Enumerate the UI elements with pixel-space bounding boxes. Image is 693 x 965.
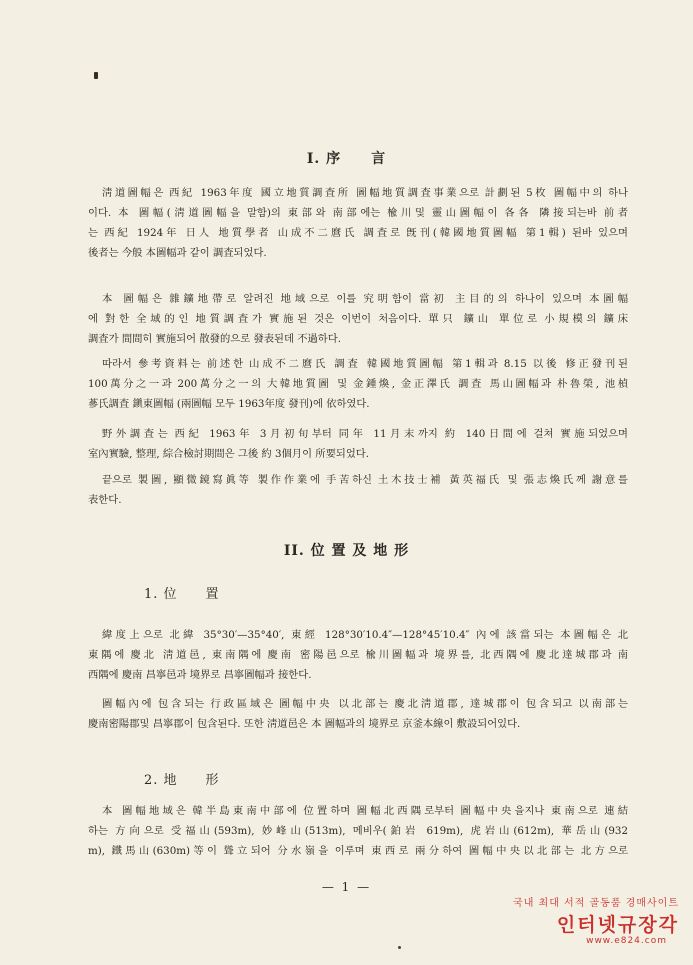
section-2-title: II. 位 置 及 地 形: [283, 543, 410, 559]
section-1-paragraph-4: 野外調査는 西紀 1963年 3月初旬부터 同年 11月末까지 約 140日間에 걸쳐 實施되었으며 室內實驗, 整理, 綜合檢討期間은 그後 約 3個月이 所要되었다.: [88, 428, 628, 460]
subsection-topography-title: 2. 地 形: [144, 773, 220, 788]
section-1-paragraph-3: 따라서 參考資料는 前述한 山成不二麿氏 調査 韓國地質圖幅 第1輯과 8.15 以後 修正發刊된 100萬分之一과 200萬分之一의 大韓地質圖 및 金鍾煥, 金正澤氏 調査 馬山圖幅과 朴魯榮, 池楨 蔘氏調査 鎭東圖幅 (兩圖幅 모두 1963年度 發刊)에 依하였다.: [88, 358, 628, 410]
section-1-paragraph-1: 淸道圖幅은 西紀 1963年度 國立地質調査所 圖幅地質調査事業으로 計劃된 5枚 圖幅中의 하나 이다. 本 圖幅(淸道圖幅을 말함)의 東部와 南部에는 楡川및 靈山圖幅이 各各 隣接되는바 前者 는 西紀 1924年 日人 地質學者 山成不二麿氏 調査로 旣刊(韓國地質圖幅 第1輯) 된바 있으며 後者는 今般 本圖幅과 같이 調査되었다.: [88, 187, 628, 259]
location-paragraph-2: 圖幅內에 包含되는 行政區域은 圖幅中央 以北部는 慶北淸道郡, 達城郡이 包含되고 以南部는 慶南密陽郡및 昌寧郡이 包含된다. 또한 淸道邑은 本 圖幅과의 境界로 京釜本線이 敷設되어있다.: [88, 698, 628, 730]
ink-dot: [398, 946, 401, 949]
watermark-tagline: 국내 최대 서적 골동품 경매사이트: [513, 898, 679, 909]
section-1-paragraph-2: 本 圖幅은 雜鑛地帶로 알려진 地域으로 이를 究明함이 當初 主目的의 하나이 있으며 本圖幅 에 對한 全域的인 地質調査가 實施된 것은 이번이 처음이다. 單只 鑛山 單位로 小規模의 鑛床 調査가 間間히 實施되어 散發的으로 發表된데 不過하다.: [88, 293, 628, 345]
watermark-url: www.e824.com: [586, 936, 667, 946]
section-1-paragraph-5: 끝으로 製圖, 顯微鏡寫眞等 製作作業에 手苦하신 土木技士補 黃英福氏 및 張志煥氏께 謝意를 表한다.: [88, 474, 628, 506]
ink-speck: [94, 72, 98, 79]
page-number: — 1 —: [321, 880, 372, 894]
subsection-location-title: 1. 位 置: [144, 587, 220, 602]
location-paragraph-1: 緯度上으로 北緯 35°30′—35°40′, 東經 128°30′10.4″—128°45′10.4″ 內에 該當되는 本圖幅은 北 東隅에 慶北 淸道邑, 東南隅에 慶南 密陽邑으로 楡川圖幅과 境界를, 北西隅에 慶北達城郡과 南 西隅에 慶南 昌寧邑과 境界로 昌寧圖幅과 接한다.: [88, 629, 628, 681]
watermark-brand: 인터넷규장각: [556, 914, 679, 936]
topography-paragraph-1: 本 圖幅地域은 韓半島東南中部에 位置하며 圖幅北西隅로부터 圖幅中央을지나 東南으로 連結 하는 方向으로 受福山(593m), 妙峰山(513m), 메비우(鉑岩 619m), 虎岩山(612m), 華岳山(932 m), 鐵馬山(630m)等이 聳立되어 分水嶺을 이루며 東西로 兩分하여 圖幅中央以北部는 北方으로: [88, 805, 628, 857]
section-1-title: I. 序 言: [306, 151, 387, 167]
